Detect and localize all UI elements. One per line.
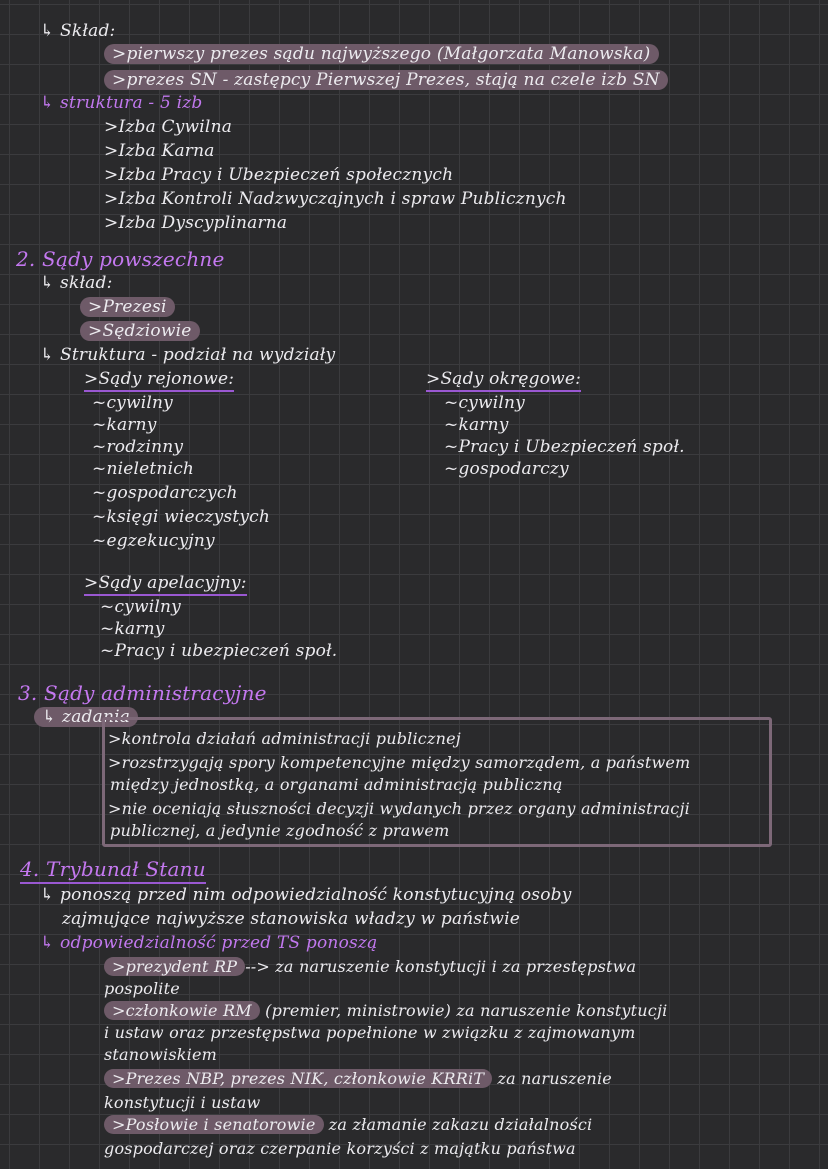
section-3-zadania-label: ↳ zadania — [34, 706, 138, 728]
section-4-line: ↳ ponoszą przed nim odpowiedzialność konstytucyjną osoby — [40, 885, 572, 905]
okregowe-item: ~cywilny — [444, 393, 525, 413]
struktura-label: ↳ struktura - 5 izb — [40, 93, 203, 113]
rejonowe-item: ~księgi wieczystych — [92, 507, 271, 527]
izba-item-1: >Izba Cywilna — [104, 117, 233, 137]
zadania-line: >rozstrzygają spory kompetencyjne między samorządem, a państwem — [108, 753, 691, 772]
izba-item-3: >Izba Pracy i Ubezpieczeń społecznych — [104, 165, 454, 185]
section-4-line: ↳ odpowiedzialność przed TS ponoszą — [40, 933, 378, 953]
rejonowe-item: ~nieletnich — [92, 459, 195, 479]
prezydent-line: >prezydent RP --> za naruszenie konstytucji i za przestępstwa — [104, 956, 636, 978]
rejonowe-title: >Sądy rejonowe: — [84, 368, 234, 390]
nbp-line: >Prezes NBP, prezes NIK, członkowie KRRiT za naruszenie — [104, 1068, 612, 1090]
okregowe-title: >Sądy okręgowe: — [426, 368, 581, 390]
apelacyjne-item: ~Pracy i ubezpieczeń społ. — [100, 641, 338, 661]
poslowie-line: >Posłowie i senatorowie za złamanie zakazu działalności — [104, 1114, 592, 1136]
section-2-sklad-item-1: >Prezesi — [80, 296, 175, 318]
nbp-cont: konstytucji i ustaw — [104, 1093, 261, 1112]
section-4-line: zajmujące najwyższe stanowiska władzy w państwie — [62, 909, 521, 929]
apelacyjne-title: >Sądy apelacyjny: — [84, 572, 247, 594]
rejonowe-item: ~rodzinny — [92, 437, 184, 457]
zadania-line: publicznej, a jedynie zgodność z prawem — [110, 821, 450, 840]
section-2-struktura-label: ↳ Struktura - podział na wydziały — [40, 345, 336, 365]
zadania-line: między jednostką, a organami administracją publiczną — [110, 775, 563, 794]
okregowe-item: ~Pracy i Ubezpieczeń społ. — [444, 437, 685, 457]
rejonowe-item: ~egzekucyjny — [92, 531, 215, 551]
section-3-title: 3. Sądy administracyjne — [18, 681, 267, 705]
okregowe-item: ~karny — [444, 415, 509, 435]
rm-cont: stanowiskiem — [104, 1045, 217, 1064]
section-2-sklad-item-2: >Sędziowie — [80, 320, 200, 342]
sklad-label: ↳ Skład: — [40, 21, 116, 41]
section-2-sklad-label: ↳ skład: — [40, 273, 113, 293]
zadania-line: >kontrola działań administracji publicznej — [108, 729, 461, 748]
rm-cont: i ustaw oraz przestępstwa popełnione w związku z zajmowanym — [104, 1023, 636, 1042]
rejonowe-item: ~karny — [92, 415, 157, 435]
rejonowe-item: ~cywilny — [92, 393, 173, 413]
section-2-title: 2. Sądy powszechne — [16, 247, 225, 271]
apelacyjne-item: ~karny — [100, 619, 165, 639]
prezydent-cont: pospolite — [104, 979, 180, 998]
zadania-line: >nie oceniają słuszności decyzji wydanych przez organy administracji — [108, 799, 690, 818]
apelacyjne-item: ~cywilny — [100, 597, 181, 617]
izba-item-5: >Izba Dyscyplinarna — [104, 213, 288, 233]
sklad-item-2: >prezes SN - zastępcy Pierwszej Prezes, stają na czele izb SN — [104, 69, 668, 91]
section-4-title: 4. Trybunał Stanu — [20, 858, 206, 880]
rejonowe-item: ~gospodarczych — [92, 483, 238, 503]
rm-line: >członkowie RM (premier, ministrowie) za naruszenie konstytucji — [104, 1000, 667, 1022]
sklad-item-1: >pierwszy prezes sądu najwyższego (Małgorzata Manowska) — [104, 43, 659, 65]
izba-item-2: >Izba Karna — [104, 141, 215, 161]
poslowie-cont: gospodarczej oraz czerpanie korzyści z majątku państwa — [104, 1139, 576, 1158]
okregowe-item: ~gospodarczy — [444, 459, 569, 479]
izba-item-4: >Izba Kontroli Nadzwyczajnych i spraw Publicznych — [104, 189, 567, 209]
